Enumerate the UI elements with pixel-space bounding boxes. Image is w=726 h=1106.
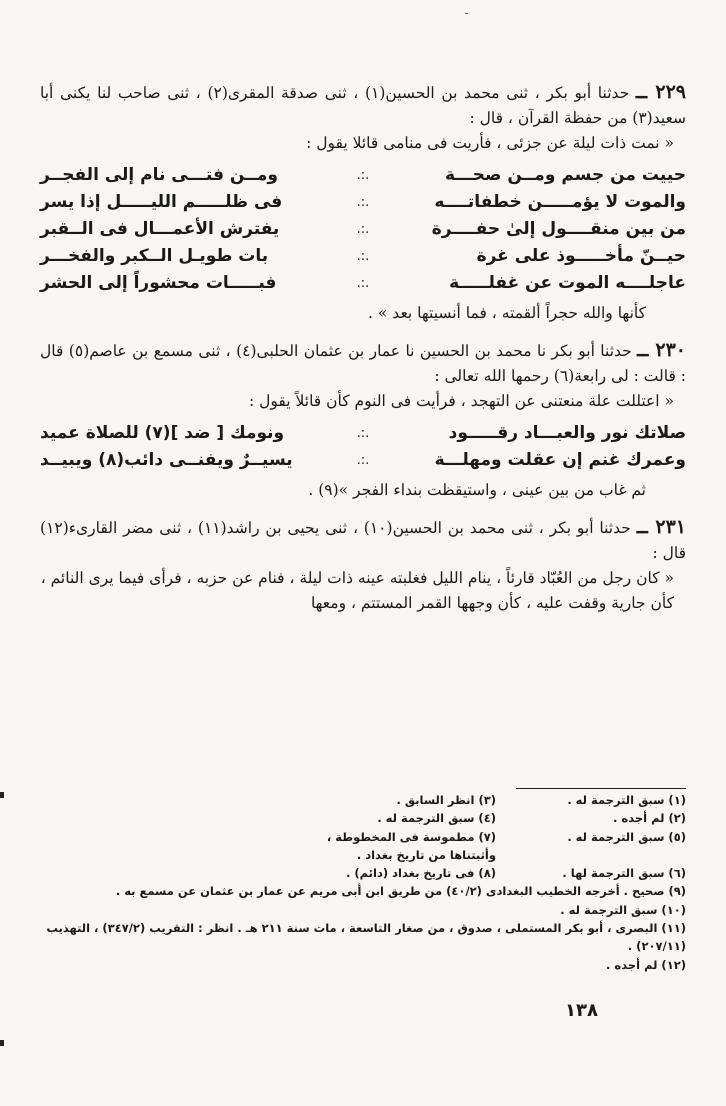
hemistich-separator: .:. (356, 222, 370, 237)
narration-number: ٢٣٠ ــ (637, 339, 687, 361)
footnote: (٣) انظر السابق . (396, 793, 496, 807)
verse-line (40, 216, 686, 243)
footnote: (٨) فى تاريخ بغداد (دائم) . (346, 866, 496, 881)
verse-line (40, 420, 686, 447)
paragraph-231 (40, 515, 686, 566)
second-hemistich: فبـــــات محشوراً إلى الحشر (40, 273, 277, 293)
quote-intro: « اعتللت علة منعتنى عن التهجد ، فرأيت فى النوم كأن قائلاً يقول : (249, 392, 674, 410)
narration-number: ٢٢٩ ــ (635, 81, 686, 103)
verse-line (40, 270, 686, 297)
footnote: (٩) صحيح . أخرجه الخطيب البغدادى (٤٠/٢) من طريق ابن أبى مريم عن عمار بن عثمان عن مسمع به . (115, 884, 686, 899)
footnote: (١٢) لم أجده . (606, 957, 686, 972)
verse-line (40, 447, 686, 474)
second-hemistich: يفترش الأعمـــال فى الــقبر (40, 219, 280, 239)
first-hemistich: عاجلــــه الموت عن غفلـــــة (449, 273, 686, 293)
paragraph-229 (40, 80, 686, 131)
margin-mark (0, 792, 4, 798)
hemistich-separator: .:. (356, 276, 370, 291)
narration-number: ٢٣١ ــ (636, 516, 686, 538)
footnote: (١٠) سبق الترجمة له . (560, 902, 686, 917)
footnote: (١١) البصرى ، أبو بكر المستملى ، صدوق ، من صغار التاسعة ، مات سنة ٢١١ هـ . انظر : التقريب (٣٤٧/٢) ، التهذيب (٢٠٧/١١) . (46, 921, 686, 954)
footnote: (٢) لم أجده . (613, 811, 686, 826)
footnotes (40, 788, 686, 974)
footnote (40, 864, 286, 882)
first-hemistich: من بين منقــــول إلىٰ حفــــرة (431, 219, 686, 239)
top-mark: ـ (465, 6, 468, 17)
hemistich-separator: .:. (356, 168, 370, 183)
first-hemistich: حيــنّ مأخـــــوذ على غرة (476, 246, 686, 266)
second-hemistich: بات طويـل الــكبر والفخـــر (40, 246, 269, 266)
poem-230 (40, 420, 686, 474)
second-hemistich: ومــن فتـــى نام إلى الفجــر (40, 165, 278, 185)
first-hemistich: والموت لا يؤمـــــن خطفاتــــه (434, 192, 686, 212)
second-hemistich: يسيــرٌ ويفنــى دائب(٨) ويبيــد (40, 450, 293, 470)
main-text (40, 80, 686, 616)
verse-line (40, 162, 686, 189)
footnote: (١) سبق الترجمة له . (567, 793, 686, 807)
footnote: (٥) سبق الترجمة له . (567, 829, 686, 844)
paragraph-body: « كان رجل من العُبّاد قارئاً ، ينام الليل فغلبته عينه ذات ليلة ، فنام عن حزبه ، فرأى فيما يرى النائم ، كأن جارية وقفت عليه ، كأن وجهها القمر المستتم ، ومعها (40, 569, 674, 612)
second-hemistich: ونومك [ ضد ](٧) للصلاة عميد (40, 423, 285, 443)
paragraph-text: حدثنا أبو بكر ، ثنى محمد بن الحسين(١) ، ثنى صدقة المقرى(٢) ، ثنى صاحب لنا يكنى أبا سعيد(٣) من حفظة القرآن ، قال : (40, 84, 686, 127)
footnote-grid (40, 791, 686, 882)
poem-229 (40, 162, 686, 297)
hemistich-separator: .:. (356, 195, 370, 210)
first-hemistich: حييت من جسم ومــن صحـــة (445, 165, 686, 185)
quote-closing: كأنها والله حجراً ألقمته ، فما أنسيتها بعد » . (368, 304, 646, 322)
paragraph-text: حدثنا أبو بكر نا محمد بن الحسين نا عمار بن عثمان الحلبى(٤) ، ثنى مسمع بن عاصم(٥) قال : قالت : لى رابعة(٦) رحمها الله تعالى : (40, 342, 686, 385)
hemistich-separator: .:. (356, 426, 370, 441)
footnote: (٧) مطموسة فى المخطوطة ، وأثبتناها من تاريخ بغداد . (326, 829, 496, 862)
quote-closing: ثم غاب من بين عينى ، واستيقظت بنداء الفجر »(٩) . (308, 481, 646, 499)
margin-mark (0, 1040, 4, 1046)
footnote-divider (516, 788, 686, 789)
paragraph-230 (40, 338, 686, 389)
first-hemistich: صلاتك نور والعبـــاد رقـــــود (448, 423, 686, 443)
paragraph-text: حدثنا أبو بكر ، ثنى محمد بن الحسين(١٠) ، ثنى يحيى بن راشد(١١) ، ثنى مضر القارىء(١٢) قال : (40, 519, 686, 562)
quote-intro: « نمت ذات ليلة عن جزئى ، فأريت فى منامى قائلا يقول : (306, 134, 674, 152)
footnote (40, 828, 286, 865)
first-hemistich: وعمرك غنم إن عقلت ومهلـــة (434, 450, 686, 470)
hemistich-separator: .:. (356, 249, 370, 264)
footnote (40, 791, 286, 809)
hemistich-separator: .:. (356, 453, 370, 468)
verse-line (40, 243, 686, 270)
page-number: ١٣٨ (565, 1000, 598, 1021)
footnote (40, 809, 286, 827)
footnote: (٦) سبق الترجمة لها . (562, 866, 686, 881)
verse-line (40, 189, 686, 216)
footnote: (٤) سبق الترجمة له . (377, 811, 496, 826)
second-hemistich: فى ظلـــــم الليـــــل إذا يسر (40, 192, 283, 212)
